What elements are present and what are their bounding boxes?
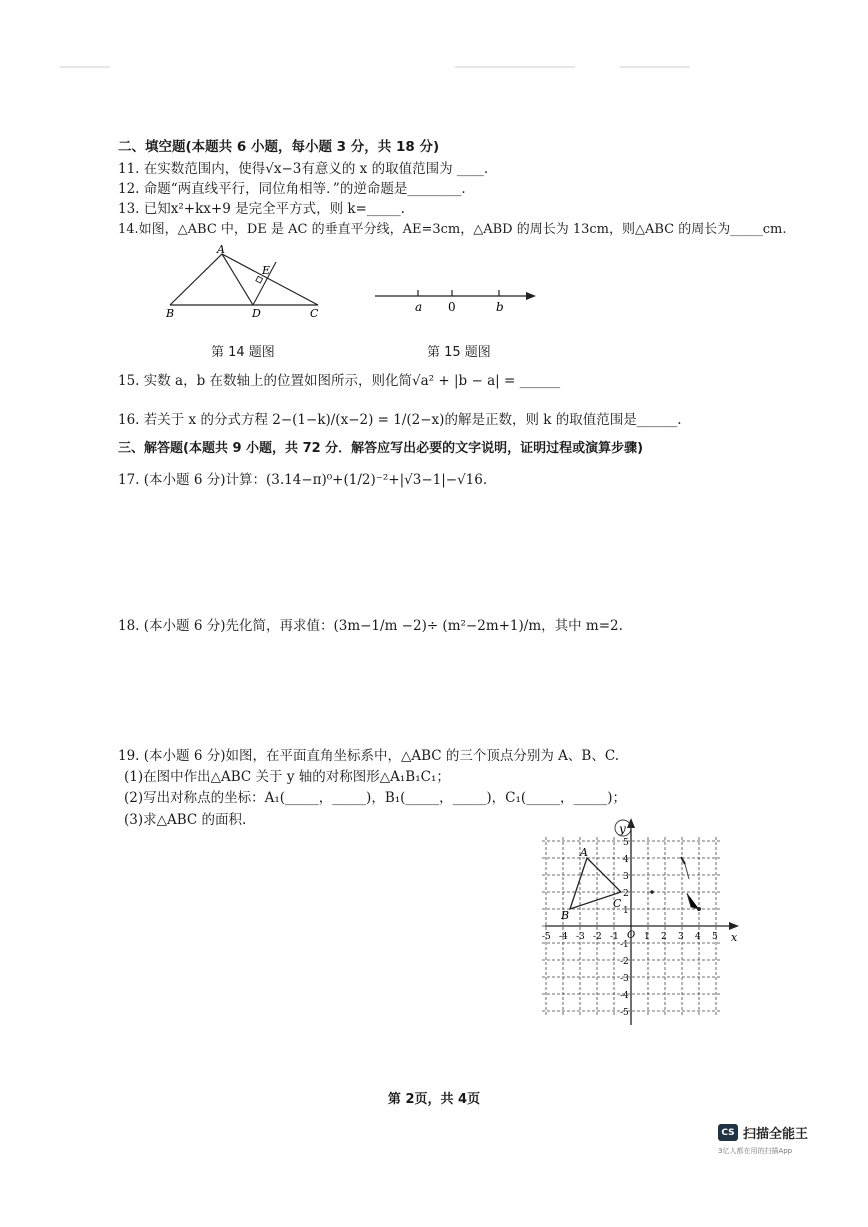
logo-icon: CS xyxy=(718,1124,738,1141)
question-19-part3: (3)求△ABC 的面积. xyxy=(124,812,247,828)
y-tick-label: -1 xyxy=(620,940,629,950)
label-B: B xyxy=(166,307,175,319)
scan-artifact xyxy=(620,66,690,68)
label-A: A xyxy=(217,244,225,256)
x-axis-label: x xyxy=(731,931,738,944)
page-footer: 第 2页，共 4页 xyxy=(387,1092,481,1107)
logo-name: 扫描全能王 xyxy=(743,1127,809,1142)
vertex-B: B xyxy=(561,909,570,922)
x-tick-label: -4 xyxy=(559,932,568,942)
tick-labels xyxy=(542,838,718,1018)
x-tick-label: -1 xyxy=(610,932,619,942)
y-tick-label: -2 xyxy=(620,957,629,967)
scan-artifact xyxy=(60,66,110,68)
y-tick-label: 5 xyxy=(623,838,629,848)
label-C: C xyxy=(310,307,319,319)
question-11: 11. 在实数范围内，使得√x−3有意义的 x 的取值范围为 ____. xyxy=(118,161,489,177)
question-19-part2: (2)写出对称点的坐标：A₁(_____，_____)，B₁(_____，_____)，C₁(_____，_____)； xyxy=(124,790,626,806)
y-tick-label: 2 xyxy=(623,889,629,899)
figure-14-caption: 第 14 题图 xyxy=(211,345,275,360)
y-tick-label: -4 xyxy=(620,991,629,1001)
y-tick-label: 1 xyxy=(623,906,629,916)
question-15: 15. 实数 a，b 在数轴上的位置如图所示，则化简√a² + |b − a| = ______ xyxy=(118,373,561,389)
y-axis-label: y xyxy=(619,822,626,836)
vertex-C: C xyxy=(613,897,622,910)
figure-14-triangle xyxy=(160,244,335,319)
x-tick-label: 2 xyxy=(661,932,667,942)
y-tick-label: -5 xyxy=(620,1008,629,1018)
question-17: 17. (本小题 6 分)计算：(3.14−π)⁰+(1/2)⁻²+|√3−1|−√16. xyxy=(118,472,488,488)
question-13: 13. 已知x²+kx+9 是完全平方式，则 k=_____. xyxy=(118,201,405,217)
x-tick-label: 1 xyxy=(644,932,650,942)
logo-tagline: 3亿人都在用的扫描App xyxy=(718,1147,793,1155)
scan-artifact xyxy=(455,66,575,68)
x-tick-label: 4 xyxy=(695,932,701,942)
section2-heading: 二、填空题(本题共 6 小题，每小题 3 分，共 18 分) xyxy=(118,139,440,155)
label-D: D xyxy=(252,307,261,319)
y-tick-label: -3 xyxy=(620,974,629,984)
figure-15-caption: 第 15 题图 xyxy=(427,345,491,360)
question-18: 18. (本小题 6 分)先化简，再求值：(3m−1/m −2)÷ (m²−2m+1)/m，其中 m=2. xyxy=(118,618,623,634)
origin-label: O xyxy=(627,930,636,941)
figure-15-number-line xyxy=(370,280,545,315)
x-tick-label: 3 xyxy=(678,932,684,942)
x-tick-label: 5 xyxy=(712,932,718,942)
label-zero: 0 xyxy=(448,300,456,314)
label-b: b xyxy=(496,300,504,314)
coordinate-grid xyxy=(535,815,745,1030)
question-19-part1: (1)在图中作出△ABC 关于 y 轴的对称图形△A₁B₁C₁； xyxy=(124,769,450,785)
y-tick-label: 3 xyxy=(623,872,629,882)
x-tick-label: -2 xyxy=(593,932,602,942)
question-19: 19. (本小题 6 分)如图，在平面直角坐标系中，△ABC 的三个顶点分别为 A、B、C. xyxy=(118,748,619,764)
vertex-A: A xyxy=(580,846,588,859)
label-a: a xyxy=(415,300,423,314)
section3-heading: 三、解答题(本题共 9 小题，共 72 分．解答应写出必要的文字说明，证明过程或演算步骤) xyxy=(118,441,644,456)
question-14: 14.如图，△ABC 中，DE 是 AC 的垂直平分线，AE=3cm，△ABD 的周长为 13cm，则△ABC 的周长为_____cm. xyxy=(118,222,787,237)
label-E: E xyxy=(262,264,271,277)
x-tick-label: -3 xyxy=(576,932,585,942)
x-tick-label: -5 xyxy=(542,932,551,942)
y-tick-label: 4 xyxy=(623,855,629,865)
question-12: 12. 命题“两直线平行，同位角相等．”的逆命题是________. xyxy=(118,181,466,197)
camscanner-logo xyxy=(718,1123,808,1142)
question-16: 16. 若关于 x 的分式方程 2−(1−k)/(x−2) = 1/(2−x)的解是正数，则 k 的取值范围是______. xyxy=(118,412,682,428)
